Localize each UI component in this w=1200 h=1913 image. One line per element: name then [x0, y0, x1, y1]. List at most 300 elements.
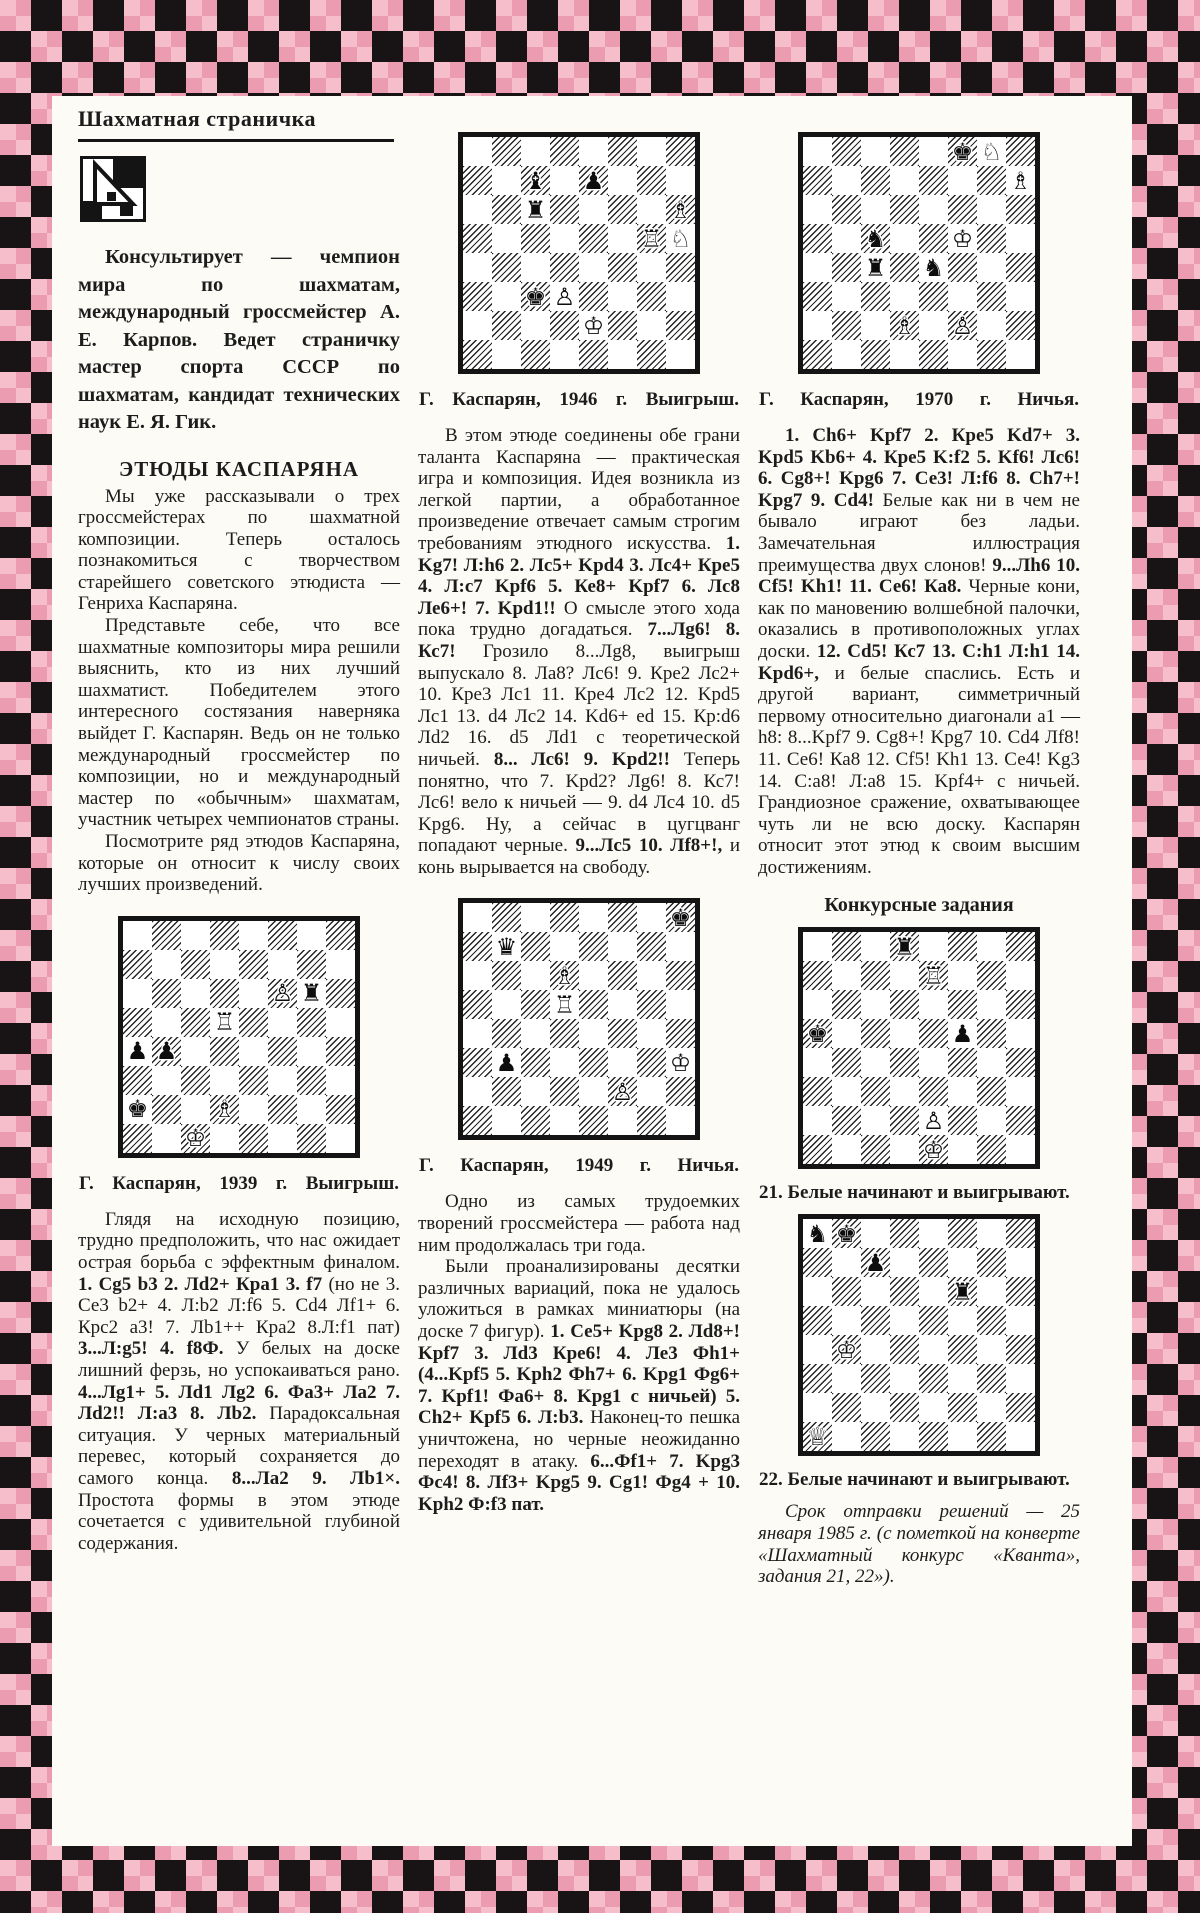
white-bishop-icon: ♗: [669, 195, 692, 224]
study-1939-analysis: Глядя на исходную позицию, трудно предположить, что нас ожидает острая борьба с эффектным финалом. 1. Cg5 b3 2. Лd2+ Кра1 3. f7 (но не 3. Се3 b2+ 4. Л:b2 Л:f6 5. Cd4 Лf1+ 6. Крс2 а3! 7. Лb1++ Кра2 8.Л:f1 пат) 3...Л:g5! 4. f8Ф. У белых на доске лишний ферзь, но успокаиваться рано. 4...Лg1+ 5. Лd1 Лg2 6. Фа3+ Ла2 7. Лd2!! Л:а3 8. Лb2. Парадоксальная ситуация. У черных материальный перевес, который сохраняется до самого конца. 8...Ла2 9. Лb1×. Простота формы в этом этюде сочетается с удивительной глубиной содержания.: [78, 1208, 400, 1554]
board-square: [181, 1008, 210, 1037]
board-square: [890, 1364, 919, 1393]
board-square: [521, 253, 550, 282]
black-rook-icon: ♜: [864, 253, 887, 282]
board-square: [210, 1124, 239, 1153]
black-king-icon: ♚: [669, 903, 692, 932]
board-square: [803, 340, 832, 369]
board-square: [297, 1066, 326, 1095]
board-square: [832, 1219, 861, 1248]
board-square: [919, 990, 948, 1019]
board-square: [492, 1077, 521, 1106]
diagram-caption-1939: Г. Каспарян, 1939 г. Выигрыш.: [79, 1172, 399, 1194]
board-square: [492, 1048, 521, 1077]
board-square: [152, 1066, 181, 1095]
board-square: [550, 961, 579, 990]
board-square: [832, 1306, 861, 1335]
board-square: [948, 253, 977, 282]
board-square: [579, 195, 608, 224]
white-king-icon: ♔: [669, 1048, 692, 1077]
board-square: [463, 195, 492, 224]
board-square: [637, 282, 666, 311]
board-square: [861, 195, 890, 224]
board-square: [550, 932, 579, 961]
board-square: [550, 311, 579, 340]
board-square: [832, 1393, 861, 1422]
board-square: [492, 195, 521, 224]
board-square: [948, 1422, 977, 1451]
board-square: [861, 1393, 890, 1422]
board-square: [861, 1135, 890, 1164]
white-pawn-icon: ♙: [951, 311, 974, 340]
task-22-caption: 22. Белые начинают и выигрывают.: [759, 1469, 1070, 1491]
board-square: [210, 1037, 239, 1066]
white-king-icon: ♔: [582, 311, 605, 340]
white-knight-icon: ♘: [669, 224, 692, 253]
board-square: [521, 195, 550, 224]
board-square: [832, 1248, 861, 1277]
board-square: [666, 311, 695, 340]
board-square: [948, 1306, 977, 1335]
board-square: [890, 932, 919, 961]
board-square: [832, 932, 861, 961]
board-square: [666, 282, 695, 311]
white-bishop-icon: ♗: [893, 311, 916, 340]
board-square: [861, 1106, 890, 1135]
board-square: [492, 311, 521, 340]
diagram-caption-1970: Г. Каспарян, 1970 г. Ничья.: [759, 389, 1079, 410]
board-square: [890, 1135, 919, 1164]
board-square: [1006, 1364, 1035, 1393]
board-square: [832, 311, 861, 340]
board-square: [861, 137, 890, 166]
board-square: [919, 932, 948, 961]
board-square: [1006, 1019, 1035, 1048]
white-king-icon: ♔: [951, 224, 974, 253]
board-square: [608, 137, 637, 166]
board-square: [326, 979, 355, 1008]
black-queen-icon: ♛: [495, 932, 518, 961]
board-square: [948, 1364, 977, 1393]
board-square: [861, 282, 890, 311]
board-square: [463, 1077, 492, 1106]
board-square: [1006, 1219, 1035, 1248]
board-square: [326, 1008, 355, 1037]
board-square: [919, 166, 948, 195]
board-square: [832, 340, 861, 369]
board-square: [977, 1364, 1006, 1393]
board-square: [919, 195, 948, 224]
board-square: [1006, 1106, 1035, 1135]
board-square: [890, 311, 919, 340]
white-bishop-icon: ♗: [213, 1095, 236, 1124]
board-square: [861, 1248, 890, 1277]
board-square: [861, 932, 890, 961]
board-square: [637, 1048, 666, 1077]
board-square: [492, 166, 521, 195]
board-square: [919, 1306, 948, 1335]
board-square: [1006, 1422, 1035, 1451]
board-square: [550, 166, 579, 195]
board-square: [181, 1037, 210, 1066]
board-square: [579, 311, 608, 340]
masthead: [78, 106, 400, 222]
board-square: [861, 253, 890, 282]
board-square: [268, 950, 297, 979]
board-square: [550, 253, 579, 282]
board-square: [181, 1066, 210, 1095]
paragraph: Мы уже рассказывали о трех гроссмейстерах по шахматной композиции. Теперь осталось познакомиться с творчеством старейшего советского этюдиста — Генриха Каспаряна.: [78, 485, 400, 615]
study-1970-analysis: 1. Ch6+ Kpf7 2. Кре5 Kd7+ 3. Kpd5 Kb6+ 4. Кре5 K:f2 5. Kf6! Лс6! 6. Cg8+! Kpg6 7. Се3! Л:f6 8. Ch7+! Kpg7 9. Cd4! Белые как ни в чем не бывало играют без ладьи. Замечательная иллюстрация преимущества двух слонов! 9...Лh6 10. Cf5! Kh1! 11. Се6! Ка8. Черные кони, как по мановению волшебной палочки, оказались в противоположных углах доски. 12. Cd5! Кс7 13. C:h1 Л:h1 14. Kpd6+, и белые спаслись. Есть и другой вариант, симметричный первому относительно диагонали а1 — h8: 8...Kpf7 9. Cg8+! Kpg7 10. Cd4 Лf8! 11. Се6! Ка8 12. Cf5! Kh1 13. Се4! Kg3 14. С:а8! Л:а8 15. Kpf4+ с ничьей. Грандиозное сражение, охватывающее чуть ли не всю доску. Каспарян относит этот этюд к своим высшим достижениям.: [758, 425, 1080, 878]
board-square: [890, 1219, 919, 1248]
board-square: [463, 990, 492, 1019]
board-square: [977, 1077, 1006, 1106]
black-pawn-icon: ♟: [582, 166, 605, 195]
board-square: [977, 137, 1006, 166]
board-square: [326, 1095, 355, 1124]
board-square: [463, 166, 492, 195]
study-1949-analysis: Были проанализированы десятки различных вариаций, пока не удалось уложиться в рамках миниатюры (на доске 7 фигур). 1. Се5+ Kpg8 2. Лd8+! Kpf7 3. Лd3 Кре6! 4. Ле3 Фh1+ (4...Kpf5 5. Kph2 Фh7+ 6. Kpg1 Фg6+ 7. Kpf1! Фа6+ 8. Kpg1 с ничьей) 5. Ch2+ Kpf5 6. Л:b3. Наконец-то пешка уничтожена, но черные неожиданно переходят в атаку. 6...Фf1+ 7. Kpg3 Фс4! 8. Лf3+ Kpg5 9. Cg1! Фg4 + 10. Kph2 Ф:f3 пат.: [418, 1256, 740, 1515]
board-square: [1006, 1277, 1035, 1306]
board-square: [492, 137, 521, 166]
board-square: [919, 961, 948, 990]
board-square: [861, 224, 890, 253]
board-square: [666, 340, 695, 369]
board-square: [977, 1219, 1006, 1248]
board-square: [861, 1364, 890, 1393]
board-square: [948, 1135, 977, 1164]
board-square: [803, 1019, 832, 1048]
board-square: [890, 166, 919, 195]
white-rook-icon: ♖: [640, 224, 663, 253]
board-square: [239, 1037, 268, 1066]
board-square: [977, 340, 1006, 369]
board-square: [1006, 195, 1035, 224]
board-square: [948, 1048, 977, 1077]
board-square: [579, 990, 608, 1019]
board-square: [832, 195, 861, 224]
board-square: [803, 1335, 832, 1364]
board-square: [268, 979, 297, 1008]
board-square: [919, 1422, 948, 1451]
board-square: [492, 253, 521, 282]
board-square: [803, 990, 832, 1019]
board-square: [948, 195, 977, 224]
board-square: [463, 1048, 492, 1077]
board-square: [977, 1106, 1006, 1135]
board-square: [919, 1335, 948, 1364]
white-rook-icon: ♖: [553, 990, 576, 1019]
board-square: [803, 224, 832, 253]
black-king-icon: ♚: [126, 1095, 149, 1124]
board-square: [608, 1019, 637, 1048]
board-square: [492, 224, 521, 253]
board-square: [977, 311, 1006, 340]
board-square: [579, 1077, 608, 1106]
board-square: [637, 1077, 666, 1106]
board-square: [977, 1277, 1006, 1306]
board-square: [890, 1306, 919, 1335]
board-square: [123, 921, 152, 950]
chess-diagram-task-21: [798, 927, 1040, 1169]
board-square: [521, 224, 550, 253]
white-knight-icon: ♘: [980, 137, 1003, 166]
board-square: [977, 166, 1006, 195]
board-square: [239, 1066, 268, 1095]
board-square: [977, 1306, 1006, 1335]
board-square: [948, 1106, 977, 1135]
board-square: [579, 253, 608, 282]
board-square: [521, 311, 550, 340]
board-square: [803, 1422, 832, 1451]
board-square: [832, 1277, 861, 1306]
white-bishop-icon: ♗: [553, 961, 576, 990]
board-square: [1006, 340, 1035, 369]
board-square: [239, 1008, 268, 1037]
board-square: [637, 340, 666, 369]
board-square: [890, 1048, 919, 1077]
board-square: [326, 1066, 355, 1095]
board-square: [637, 311, 666, 340]
board-square: [977, 282, 1006, 311]
board-square: [919, 1393, 948, 1422]
board-square: [326, 1124, 355, 1153]
board-square: [948, 340, 977, 369]
board-square: [919, 1364, 948, 1393]
board-square: [919, 1219, 948, 1248]
board-square: [521, 1106, 550, 1135]
board-square: [463, 282, 492, 311]
board-square: [803, 253, 832, 282]
board-square: [521, 1019, 550, 1048]
board-square: [637, 195, 666, 224]
board-square: [666, 1106, 695, 1135]
board-square: [637, 1106, 666, 1135]
black-rook-icon: ♜: [524, 195, 547, 224]
board-square: [608, 282, 637, 311]
board-square: [832, 990, 861, 1019]
masthead-rule: [78, 139, 394, 142]
board-square: [550, 1019, 579, 1048]
board-square: [550, 990, 579, 1019]
board-square: [550, 224, 579, 253]
board-square: [977, 990, 1006, 1019]
board-square: [803, 1077, 832, 1106]
board-square: [861, 1277, 890, 1306]
board-square: [297, 950, 326, 979]
board-square: [861, 961, 890, 990]
board-square: [608, 1048, 637, 1077]
board-square: [948, 311, 977, 340]
board-square: [579, 1019, 608, 1048]
board-square: [492, 903, 521, 932]
board-square: [948, 1019, 977, 1048]
board-square: [579, 224, 608, 253]
board-square: [861, 990, 890, 1019]
board-square: [977, 1048, 1006, 1077]
board-square: [1006, 1335, 1035, 1364]
board-square: [803, 1135, 832, 1164]
white-bishop-icon: ♗: [1009, 166, 1032, 195]
board-square: [666, 903, 695, 932]
board-square: [152, 979, 181, 1008]
board-square: [977, 224, 1006, 253]
board-square: [919, 1019, 948, 1048]
board-square: [832, 1019, 861, 1048]
board-square: [463, 1106, 492, 1135]
board-square: [861, 1019, 890, 1048]
board-square: [890, 1277, 919, 1306]
board-square: [948, 1248, 977, 1277]
board-square: [210, 1066, 239, 1095]
board-square: [832, 253, 861, 282]
board-square: [123, 979, 152, 1008]
board-square: [977, 1135, 1006, 1164]
board-square: [977, 1248, 1006, 1277]
board-square: [492, 1019, 521, 1048]
board-square: [492, 961, 521, 990]
column-middle: [418, 106, 740, 1588]
board-square: [948, 961, 977, 990]
board-square: [977, 195, 1006, 224]
board-square: [832, 1106, 861, 1135]
board-square: [1006, 311, 1035, 340]
board-square: [948, 1077, 977, 1106]
black-knight-icon: ♞: [922, 253, 945, 282]
board-square: [803, 1248, 832, 1277]
board-square: [463, 311, 492, 340]
black-rook-icon: ♜: [300, 979, 323, 1008]
board-square: [803, 1048, 832, 1077]
board-square: [666, 1019, 695, 1048]
board-square: [977, 253, 1006, 282]
board-square: [890, 1393, 919, 1422]
black-knight-icon: ♞: [864, 224, 887, 253]
task-21-caption: 21. Белые начинают и выигрывают.: [759, 1182, 1070, 1204]
board-square: [181, 950, 210, 979]
board-square: [579, 961, 608, 990]
board-square: [239, 950, 268, 979]
board-square: [463, 340, 492, 369]
board-square: [890, 137, 919, 166]
board-square: [152, 1037, 181, 1066]
board-square: [463, 903, 492, 932]
board-square: [890, 224, 919, 253]
board-square: [152, 921, 181, 950]
board-square: [1006, 137, 1035, 166]
board-square: [608, 932, 637, 961]
diagram-caption-1949: Г. Каспарян, 1949 г. Ничья.: [419, 1155, 739, 1177]
board-square: [666, 224, 695, 253]
column-right: [758, 106, 1080, 1588]
board-square: [239, 1095, 268, 1124]
board-square: [948, 1393, 977, 1422]
board-square: [550, 1106, 579, 1135]
black-rook-icon: ♜: [893, 932, 916, 961]
board-square: [890, 1335, 919, 1364]
board-square: [297, 1008, 326, 1037]
black-pawn-icon: ♟: [951, 1019, 974, 1048]
board-square: [666, 1077, 695, 1106]
board-square: [239, 921, 268, 950]
board-square: [666, 195, 695, 224]
editors-note: Консультирует — чемпион мира по шахматам, международный гроссмейстер А. Е. Карпов. Ведет страничку мастер спорта СССР по шахматам, кандидат технических наук Е. Я. Гик.: [78, 246, 400, 433]
black-pawn-icon: ♟: [126, 1037, 149, 1066]
study-1946-analysis: В этом этюде соединены обе грани таланта Каспаряна — практическая игра и композиция. Идея возникла из легкой партии, а обработанное произведение отвечает самым строгим требованиям этюдного искусства. 1. Kg7! Л:h6 2. Лс5+ Kpd4 3. Лс4+ Кре5 4. Л:с7 Kpf6 5. Ке8+ Kpf7 6. Лс8 Ле6+! 7. Kpd1!! О смысле этого хода пока трудно догадаться. 7...Лg6! 8. Кс7! Грозило 8...Лg8, выигрыш выпускало 8. Ла8? Лс6! 9. Кре2 Лс2+ 10. Кре3 Лс1 11. Кре4 Лс2 12. Kpd5 Лс1 13. d4 Лс2 14. Kd6+ ed 15. Кр:d6 Лd2 16. d5 Лd1 с теоретической ничьей. 8... Лс6! 9. Kpd2!! Теперь понятно, что 7. Kpd2? Лg6! 8. Кс7! Лс6! вело к ничьей — 9. d4 Лс4 10. d5 Kpg6. Ну, а сейчас в цугцванг попадают черные. 9...Лс5 10. Лf8+!, и конь вырывается на свободу.: [418, 425, 741, 878]
chess-diagram-1939: [118, 916, 360, 1158]
board-square: [1006, 282, 1035, 311]
white-king-icon: ♔: [922, 1135, 945, 1164]
page-sheet: [52, 96, 1132, 1846]
board-square: [579, 137, 608, 166]
board-square: [1006, 253, 1035, 282]
paragraph: Представьте себе, что все шахматные композиторы мира решили выяснить, кто из них лучший шахматист. Победителем этого интересного состязания наверняка выйдет Г. Каспарян. Ведь он не только международный гроссмейстер по композиции, но и международный мастер по «обычным» шахматам, участник четырех чемпионатов страны.: [78, 615, 400, 831]
board-square: [977, 1422, 1006, 1451]
board-square: [463, 1019, 492, 1048]
board-square: [463, 137, 492, 166]
board-square: [890, 1248, 919, 1277]
black-king-icon: ♚: [835, 1219, 858, 1248]
board-square: [521, 1048, 550, 1077]
board-square: [890, 1106, 919, 1135]
board-square: [181, 921, 210, 950]
board-square: [123, 1124, 152, 1153]
board-square: [948, 1335, 977, 1364]
board-square: [1006, 1135, 1035, 1164]
board-square: [861, 1422, 890, 1451]
board-square: [861, 1306, 890, 1335]
black-rook-icon: ♜: [951, 1277, 974, 1306]
board-square: [550, 282, 579, 311]
board-square: [152, 950, 181, 979]
board-square: [977, 1393, 1006, 1422]
board-square: [803, 1277, 832, 1306]
board-square: [919, 282, 948, 311]
board-square: [1006, 1248, 1035, 1277]
board-square: [181, 1124, 210, 1153]
board-square: [579, 932, 608, 961]
board-square: [521, 990, 550, 1019]
board-square: [579, 903, 608, 932]
black-bishop-icon: ♝: [524, 166, 547, 195]
board-square: [210, 1095, 239, 1124]
board-square: [977, 1019, 1006, 1048]
diagram-caption-1946: Г. Каспарян, 1946 г. Выигрыш.: [419, 389, 739, 410]
board-square: [919, 137, 948, 166]
white-king-icon: ♔: [184, 1124, 207, 1153]
board-square: [521, 903, 550, 932]
board-square: [832, 1077, 861, 1106]
board-square: [608, 340, 637, 369]
board-square: [637, 1019, 666, 1048]
black-knight-icon: ♞: [806, 1219, 829, 1248]
board-square: [861, 1077, 890, 1106]
board-square: [919, 1048, 948, 1077]
board-square: [861, 1219, 890, 1248]
board-square: [861, 1048, 890, 1077]
board-square: [608, 166, 637, 195]
board-square: [463, 932, 492, 961]
board-square: [297, 1124, 326, 1153]
board-square: [803, 932, 832, 961]
board-square: [181, 1095, 210, 1124]
board-square: [268, 1066, 297, 1095]
board-square: [579, 1048, 608, 1077]
board-square: [637, 903, 666, 932]
board-square: [268, 1124, 297, 1153]
board-square: [268, 1008, 297, 1037]
board-square: [123, 1066, 152, 1095]
